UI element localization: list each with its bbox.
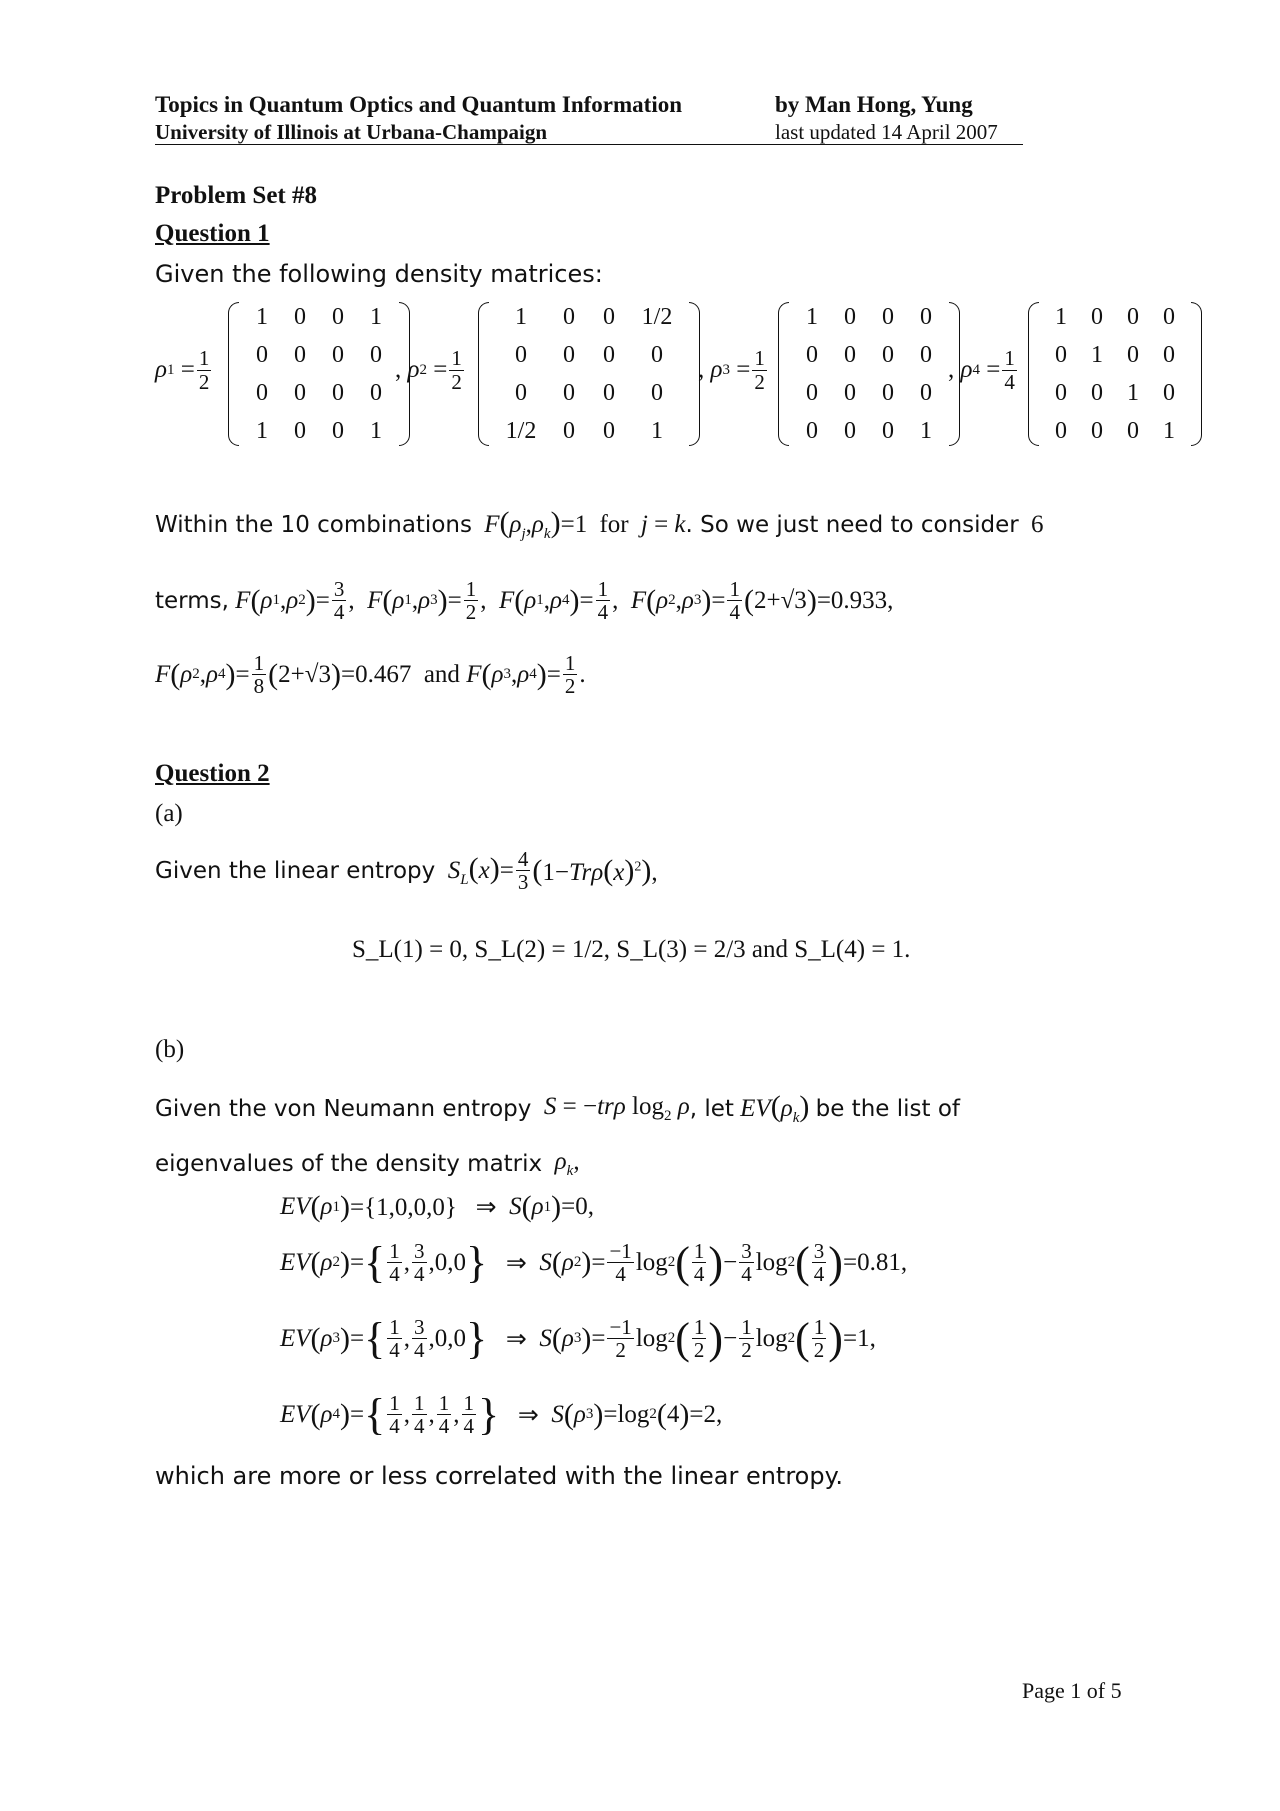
rho4-matrix [1028,298,1202,450]
fidelity-terms-line-2: F ( ρ 2 , ρ 4 ) = $\frac{1}{8}$ ( 2+√3 ) = 0.467 and F ( ρ 3 , ρ 4 ) = $\frac{1}{2}$ . [155,651,586,699]
linear-entropy-line: Given the linear entropy $S_L(x)=$ $\frac{4}{3}$ $(1-Tr\rho(x)^2)$, [155,847,658,895]
von-neumann-intro: Given the von Neumann entropy S = −trρ $\log_2 \rho$ , let $EV(\rho_k)$ be the list of [155,1090,961,1126]
course-title: Topics in Quantum Optics and Quantum Information [155,92,683,117]
rho3-entries: 1 0 0 0 0 0 0 0 0 0 0 0 0 0 0 1 [806,303,932,444]
header-rule [155,144,1023,145]
ev-rho4: EV ( ρ 4 ) = { $\frac{1}{4}$ , $\frac{1}{4}$ , $\frac{1}{4}$ , $\frac{1}{4}$ } ⇒ S ( ρ 3 ) =log 2 ( 4 ) = 2 , [280,1389,723,1439]
problem-set-title: Problem Set #8 [155,182,318,209]
ev-rho1: EV ( ρ 1 ) ={1,0,0,0} ⇒ S ( ρ 1 ) = 0 , [280,1190,594,1223]
conclusion: which are more or less correlated with the linear entropy. [155,1462,844,1490]
question-2-title: Question 2 [155,760,270,787]
rho1-entries: 1 0 0 1 0 0 0 0 0 0 0 0 1 0 0 1 [256,303,382,444]
last-updated: last updated 14 April 2007 [775,120,998,144]
university: University of Illinois at Urbana-Champaign [155,120,548,144]
rho2-entries: 1 0 0 1/2 0 0 0 0 0 0 0 0 1/2 0 0 1 [505,303,673,444]
eigenvalues-line: eigenvalues of the density matrix $\rho_k$, [155,1148,580,1179]
rho3-lead: , ρ 3 = $\frac{1}{2}$ [698,346,765,394]
rho3-matrix [778,298,960,450]
part-b-label: (b) [155,1036,185,1063]
ev-rho3: EV ( ρ 3 ) = { $\frac{1}{4}$ , $\frac{3}{4}$ ,0,0 } ⇒ S ( ρ 3 ) = $\frac{-1}{2}$ log 2 ( $\frac{1}{2}$ ) − $\frac{1}{2}$ log 2 ( $\frac{1}{2}$ ) = 1 , [280,1313,876,1363]
q1-intro: Given the following density matrices: [155,260,603,288]
rho1-matrix [228,298,410,450]
question-1-title: Question 1 [155,220,270,247]
combinations-line: Within the 10 combinations $F(\rho_j,\rho_k)=1$ for j = k. So we just need to consider 6 [155,506,1044,542]
rho4-lead: , ρ 4 = $\frac{1}{4}$ [948,346,1015,394]
fidelity-terms-line: terms, F ( ρ 1 , ρ 2 ) = $\frac{3}{4}$ , F ( ρ 1 , ρ 3 ) = $\frac{1}{2}$ , F ( ρ 1 , ρ 4 ) = $\frac{1}{4}$ , F ( ρ 2 , ρ 3 ) = $\frac{1}{4}$ ( 2+√3 ) = 0.933 , [155,577,894,625]
rho2-matrix [478,298,700,450]
author: by Man Hong, Yung [775,92,973,117]
rho4-entries: 1 0 0 0 0 1 0 0 0 0 1 0 0 0 0 1 [1055,303,1175,444]
page-number: Page 1 of 5 [1022,1678,1122,1703]
rho1-lead: ρ 1 = $\frac{1}{2}$ [155,346,210,394]
ev-rho2: EV ( ρ 2 ) = { $\frac{1}{4}$ , $\frac{3}{4}$ ,0,0 } ⇒ S ( ρ 2 ) = $\frac{-1}{4}$ log 2 ( $\frac{1}{4}$ ) − $\frac{3}{4}$ log 2 ( $\frac{3}{4}$ ) = 0.81 , [280,1237,908,1287]
linear-entropy-values: S_L(1) = 0, S_L(2) = 1/2, S_L(3) = 2/3 and S_L(4) = 1. [352,936,911,963]
part-a-label: (a) [155,800,183,827]
rho2-lead: , ρ 2 = $\frac{1}{2}$ [395,346,462,394]
